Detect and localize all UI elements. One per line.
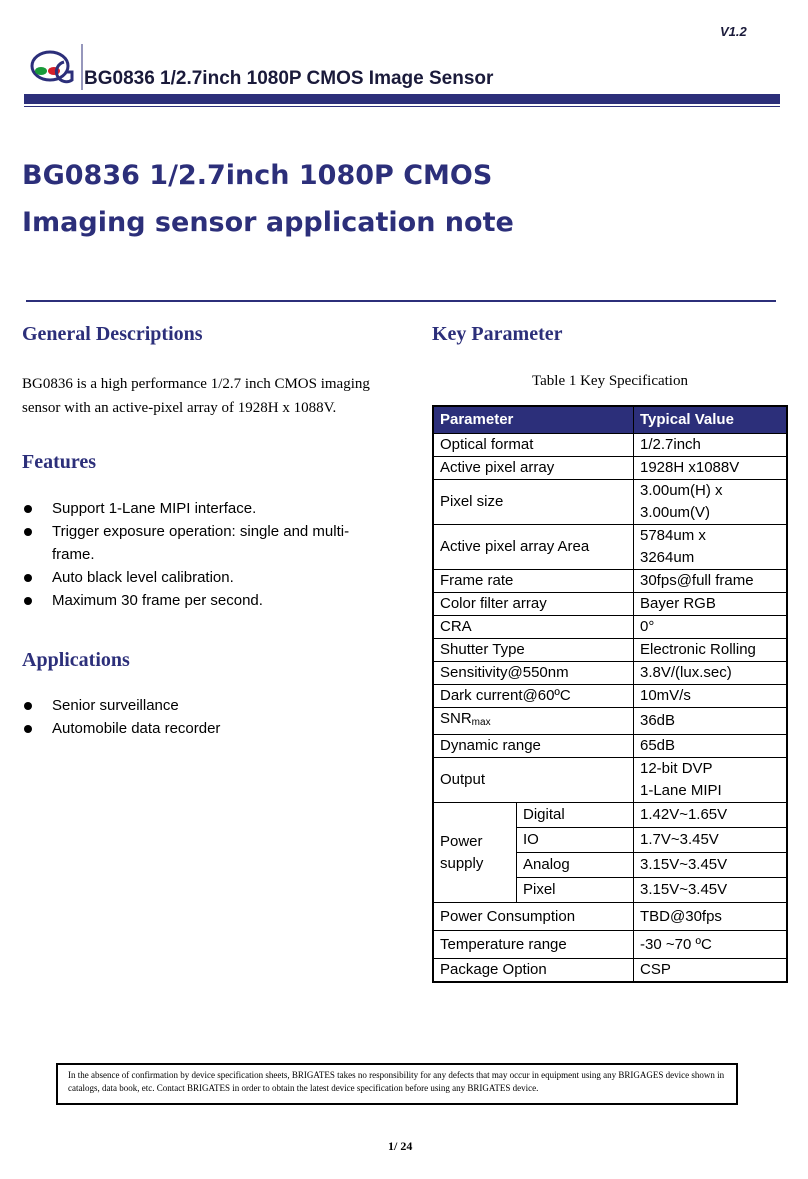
value-cell: 3.8V/(lux.sec) [634, 662, 788, 685]
power-subparam-cell: IO [517, 828, 634, 853]
general-description-text: BG0836 is a high performance 1/2.7 inch CMOS imaging sensor with an active-pixel array of 1928H x 1088V. [22, 376, 370, 416]
value-cell: 0° [634, 616, 788, 639]
list-item-text: Maximum 30 frame per second. [52, 592, 263, 609]
list-item [22, 520, 372, 566]
value-cell: 1/2.7inch [634, 434, 788, 457]
table-row [433, 662, 787, 685]
list-item-text: Support 1-Lane MIPI interface. [52, 500, 257, 517]
param-cell: Package Option [433, 959, 634, 983]
list-item [22, 566, 372, 589]
header-title: BG0836 1/2.7inch 1080P CMOS Image Sensor [84, 68, 494, 89]
value-line: 5784um x [640, 527, 706, 544]
power-subparam-cell: Digital [517, 803, 634, 828]
table-row [433, 434, 787, 457]
param-cell: CRA [433, 616, 634, 639]
applications-heading: Applications [22, 649, 130, 671]
bullet-icon [24, 505, 32, 513]
list-item-text: Auto black level calibration. [52, 569, 234, 586]
bullet-icon [24, 528, 32, 536]
value-cell: 3.15V~3.45V [634, 878, 788, 903]
table-header-row [433, 406, 787, 434]
value-cell: 3.15V~3.45V [634, 853, 788, 878]
document-title-line2: Imaging sensor application note [22, 207, 514, 238]
param-cell: Pixel size [433, 480, 634, 525]
value-cell: -30 ~70 ºC [634, 931, 788, 959]
title-rule [26, 300, 776, 302]
param-cell: Dynamic range [433, 735, 634, 758]
param-cell: Frame rate [433, 570, 634, 593]
table-row [433, 758, 787, 803]
power-subparam-cell: Analog [517, 853, 634, 878]
value-cell: TBD@30fps [634, 903, 788, 931]
param-cell: Active pixel array Area [433, 525, 634, 570]
header-parameter: Parameter [433, 406, 634, 434]
bullet-icon [24, 597, 32, 605]
value-line: 3.00um(H) x [640, 482, 723, 499]
document-title [22, 152, 722, 246]
power-label-line: Power [440, 832, 483, 850]
value-cell [634, 758, 788, 803]
page-number: 1/ 24 [388, 1139, 413, 1153]
list-item [22, 497, 372, 520]
value-cell: Electronic Rolling [634, 639, 788, 662]
power-supply-cell [433, 803, 517, 903]
value-line: 1-Lane MIPI [640, 782, 722, 799]
param-cell: Dark current@60ºC [433, 685, 634, 708]
param-cell: Optical format [433, 434, 634, 457]
param-cell: Power Consumption [433, 903, 634, 931]
table-row [433, 708, 787, 735]
param-cell: Output [433, 758, 634, 803]
list-item-text: Automobile data recorder [52, 720, 221, 737]
list-item [22, 717, 372, 740]
bullet-icon [24, 574, 32, 582]
value-cell: 1928H x1088V [634, 457, 788, 480]
value-cell: 36dB [634, 708, 788, 735]
table-caption: Table 1 Key Specification [532, 373, 688, 389]
value-cell: 10mV/s [634, 685, 788, 708]
list-item-text: Senior surveillance [52, 697, 179, 714]
table-row [433, 639, 787, 662]
snr-subscript: max [471, 717, 491, 728]
table-row [433, 593, 787, 616]
value-line: 3264um [640, 549, 695, 566]
header-bar [24, 94, 780, 104]
list-item-text: Trigger exposure operation: single and multi-frame. [52, 523, 350, 563]
param-cell: Shutter Type [433, 639, 634, 662]
header-typical-value: Typical Value [634, 406, 788, 434]
value-cell: 1.42V~1.65V [634, 803, 788, 828]
value-cell [634, 480, 788, 525]
value-cell: 30fps@full frame [634, 570, 788, 593]
value-cell: 65dB [634, 735, 788, 758]
table-row [433, 457, 787, 480]
param-cell: Active pixel array [433, 457, 634, 480]
param-cell: Temperature range [433, 931, 634, 959]
table-row [433, 685, 787, 708]
power-subparam-cell: Pixel [517, 878, 634, 903]
list-item [22, 694, 372, 717]
key-parameter-heading: Key Parameter [432, 323, 563, 345]
table-row [433, 735, 787, 758]
document-title-line1: BG0836 1/2.7inch 1080P CMOS [22, 160, 493, 191]
table-row [433, 903, 787, 931]
param-cell: Color filter array [433, 593, 634, 616]
bullet-icon [24, 725, 32, 733]
brigates-logo [28, 40, 84, 92]
table-row [433, 616, 787, 639]
header-rule [24, 106, 780, 107]
value-cell [634, 525, 788, 570]
value-line: 12-bit DVP [640, 760, 713, 777]
param-cell: Sensitivity@550nm [433, 662, 634, 685]
features-list [22, 497, 372, 612]
table-row [433, 570, 787, 593]
version-label: V1.2 [720, 24, 747, 39]
disclaimer-box: In the absence of confirmation by device specification sheets, BRIGATES takes no responsibility for any defects that may occur in equipment using any BRIGAGES device shown in catalogs, data book, etc. Contact BRIGATES in order to obtain the latest device specification before using any BRIGATES device. [56, 1063, 738, 1105]
snr-label: SNR [440, 710, 472, 727]
table-row [433, 959, 787, 983]
list-item [22, 589, 372, 612]
table-row [433, 931, 787, 959]
power-label-line: supply [440, 854, 484, 872]
value-cell: CSP [634, 959, 788, 983]
features-heading: Features [22, 451, 97, 473]
value-cell: 1.7V~3.45V [634, 828, 788, 853]
general-descriptions-heading: General Descriptions [22, 323, 203, 345]
param-cell [433, 708, 634, 735]
value-line: 3.00um(V) [640, 504, 711, 521]
value-cell: Bayer RGB [634, 593, 788, 616]
applications-list [22, 694, 372, 740]
bullet-icon [24, 702, 32, 710]
key-specification-table [432, 405, 788, 983]
table-row [433, 480, 787, 525]
table-row [433, 803, 787, 828]
table-row [433, 525, 787, 570]
